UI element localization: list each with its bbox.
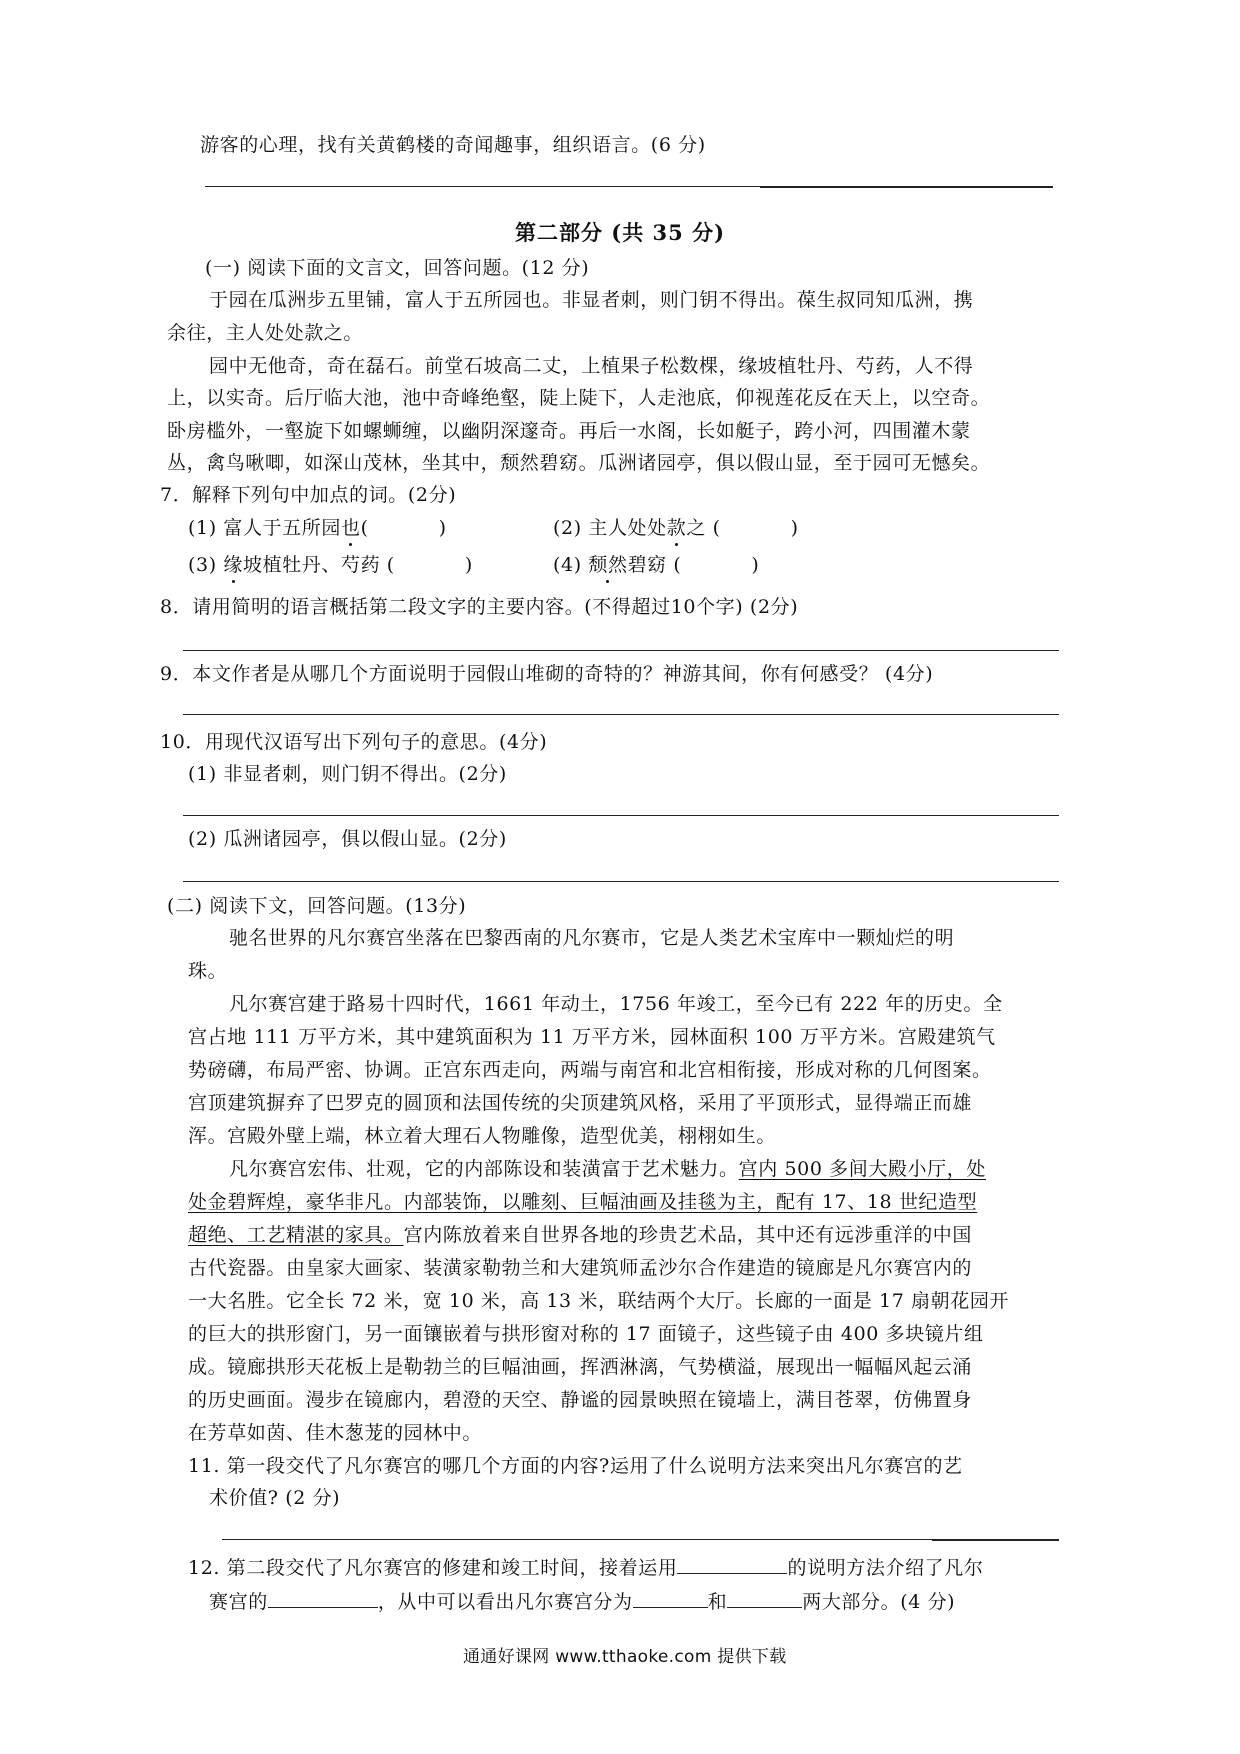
dotted-word: 颓然 bbox=[588, 554, 628, 576]
classical-text-line: 园中无他奇，奇在磊石。前堂石坡高二丈，上植果子松数棵，缘坡植牡丹、芍药，人不得 bbox=[209, 355, 974, 377]
answer-line bbox=[760, 186, 1053, 188]
article-text-line: 珠。 bbox=[188, 960, 228, 982]
prev-question-tail: 游客的心理，找有关黄鹤楼的奇闻趣事，组织语言。(6 分) bbox=[200, 134, 706, 156]
footer-source: 通通好课网 www.tthaoke.com 提供下载 bbox=[463, 1647, 787, 1667]
question-8: 8．请用简明的语言概括第二段文字的主要内容。(不得超过10个字) (2分) bbox=[160, 596, 799, 618]
underlined-sentence: 处金碧辉煌，豪华非凡。内部装饰，以雕刻、巨幅油画及挂毯为主，配有 17、18 世纪造型 bbox=[188, 1191, 978, 1213]
underlined-sentence: 超绝、工艺精湛的家具。 bbox=[188, 1224, 404, 1246]
article-text-line: 驰名世界的凡尔赛宫坐落在巴黎西南的凡尔赛市，它是人类艺术宝库中一颗灿烂的明 bbox=[229, 927, 955, 949]
article-text-line: 古代瓷器。由皇家大画家、装潢家勒勃兰和大建筑师孟沙尔合作建造的镜廊是凡尔赛宫内的 bbox=[188, 1257, 973, 1279]
article-text-line: 势磅礴，布局严密、协调。正宫东西走向，两端与南宫和北宫相衔接，形成对称的几何图案。 bbox=[188, 1059, 992, 1081]
classical-text-line: 卧房槛外，一壑旋下如螺蛳缠，以幽阴深邃奇。再后一水阁，长如艇子，跨小河，四围灌木蒙 bbox=[167, 420, 971, 442]
question-12: 12. 第二段交代了凡尔赛宫的修建和竣工时间，接着运用 的说明方法介绍了凡尔 bbox=[188, 1557, 984, 1579]
question-12-cont: 赛宫的 ，从中可以看出凡尔赛宫分为 和 两大部分。(4 分) bbox=[209, 1591, 956, 1613]
question-11-cont: 术价值? (2 分) bbox=[209, 1487, 341, 1509]
dotted-word: 也 bbox=[340, 517, 361, 539]
fill-blank[interactable] bbox=[633, 1589, 708, 1608]
article-text-line: 在芳草如茵、佳木葱茏的园林中。 bbox=[188, 1422, 483, 1444]
part-title: 第二部分 (共 35 分) bbox=[515, 220, 726, 245]
fill-blank[interactable] bbox=[677, 1555, 787, 1574]
article-text-line: 的巨大的拱形窗门，另一面镶嵌着与拱形窗对称的 17 面镜子，这些镜子由 400 多块镜片组 bbox=[188, 1323, 984, 1345]
article-text-line: 超绝、工艺精湛的家具。宫内陈放着来自世界各地的珍贵艺术品，其中还有远涉重洋的中国 bbox=[188, 1224, 973, 1246]
answer-line bbox=[222, 1539, 932, 1540]
answer-line bbox=[205, 186, 760, 187]
q7-item-1: (1) 富人于五所园也( ) bbox=[188, 517, 447, 539]
q7-item-3: (3) 缘坡植牡丹、芍药 ( ) bbox=[188, 554, 473, 576]
article-text-line: 凡尔赛宫建于路易十四时代，1661 年动土，1756 年竣工，至今已有 222 年的历史。全 bbox=[229, 993, 1003, 1015]
classical-text-line: 上，以实奇。后厅临大池，池中奇峰绝壑，陡上陡下，人走池底，仰视莲花反在天上，以空奇。 bbox=[167, 387, 991, 409]
answer-line bbox=[932, 1539, 1059, 1541]
fill-blank[interactable] bbox=[268, 1589, 378, 1608]
dotted-word: 缘 bbox=[223, 554, 243, 576]
answer-line bbox=[183, 650, 1059, 651]
q10-sentence-1: (1) 非显者刺，则门钥不得出。(2分) bbox=[188, 763, 507, 785]
question-11: 11. 第一段交代了凡尔赛宫的哪几个方面的内容?运用了什么说明方法来突出凡尔赛宫的艺 bbox=[188, 1455, 963, 1477]
classical-text-line: 于园在瓜洲步五里铺，富人于五所园也。非显者刺，则门钥不得出。葆生叔同知瓜洲，携 bbox=[209, 289, 974, 311]
q7-item-4: (4) 颓然碧窈 ( ) bbox=[553, 554, 760, 576]
q10-sentence-2: (2) 瓜洲诸园亭，俱以假山显。(2分) bbox=[188, 828, 507, 850]
section-heading: (一) 阅读下面的文言文，回答问题。(12 分) bbox=[205, 257, 590, 279]
underlined-sentence: 宫内 500 多间大殿小厅，处 bbox=[738, 1158, 986, 1180]
article-text-line: 宫占地 111 万平方米，其中建筑面积为 11 万平方米，园林面积 100 万平方米。宫殿建筑气 bbox=[188, 1026, 996, 1048]
article-text-line: 凡尔赛宫宏伟、壮观，它的内部陈设和装潢富于艺术魅力。宫内 500 多间大殿小厅，处 bbox=[229, 1158, 986, 1180]
article-text-line: 浑。宫殿外壁上端，林立着大理石人物雕像，造型优美，栩栩如生。 bbox=[188, 1125, 777, 1147]
article-text-line: 的历史画面。漫步在镜廊内，碧澄的天空、静谧的园景映照在镜墙上，满目苍翠，仿佛置身 bbox=[188, 1389, 973, 1411]
answer-line bbox=[183, 881, 1059, 882]
answer-line bbox=[183, 714, 1059, 715]
article-text-line: 一大名胜。它全长 72 米，宽 10 米，高 13 米，联结两个大厅。长廊的一面是 17 扇朝花园开 bbox=[188, 1290, 1010, 1312]
answer-line bbox=[183, 815, 1059, 816]
question-9: 9．本文作者是从哪几个方面说明于园假山堆砌的奇特的？神游其间，你有何感受？ (4分) bbox=[160, 663, 934, 685]
classical-text-line: 余往，主人处处款之。 bbox=[167, 322, 364, 344]
dotted-word: 款 bbox=[666, 517, 687, 539]
fill-blank[interactable] bbox=[727, 1589, 802, 1608]
section-heading: (二) 阅读下文，回答问题。(13分) bbox=[167, 895, 467, 917]
question-7: 7．解释下列句中加点的词。(2分) bbox=[160, 484, 457, 506]
question-10: 10．用现代汉语写出下列句子的意思。(4分) bbox=[160, 731, 548, 753]
article-text-line: 宫顶建筑摒弃了巴罗克的圆顶和法国传统的尖顶建筑风格，采用了平顶形式，显得端正而雄 bbox=[188, 1092, 973, 1114]
article-text-line bbox=[188, 1193, 977, 1212]
article-text-line: 成。镜廊拱形天花板上是勒勃兰的巨幅油画，挥洒淋漓，气势横溢，展现出一幅幅风起云涌 bbox=[188, 1356, 973, 1378]
classical-text-line: 丛，禽鸟啾唧，如深山茂林，坐其中，颓然碧窈。瓜洲诸园亭，俱以假山显，至于园可无憾矣。 bbox=[167, 452, 991, 474]
q7-item-2: (2) 主人处处款之 ( ) bbox=[553, 517, 799, 539]
